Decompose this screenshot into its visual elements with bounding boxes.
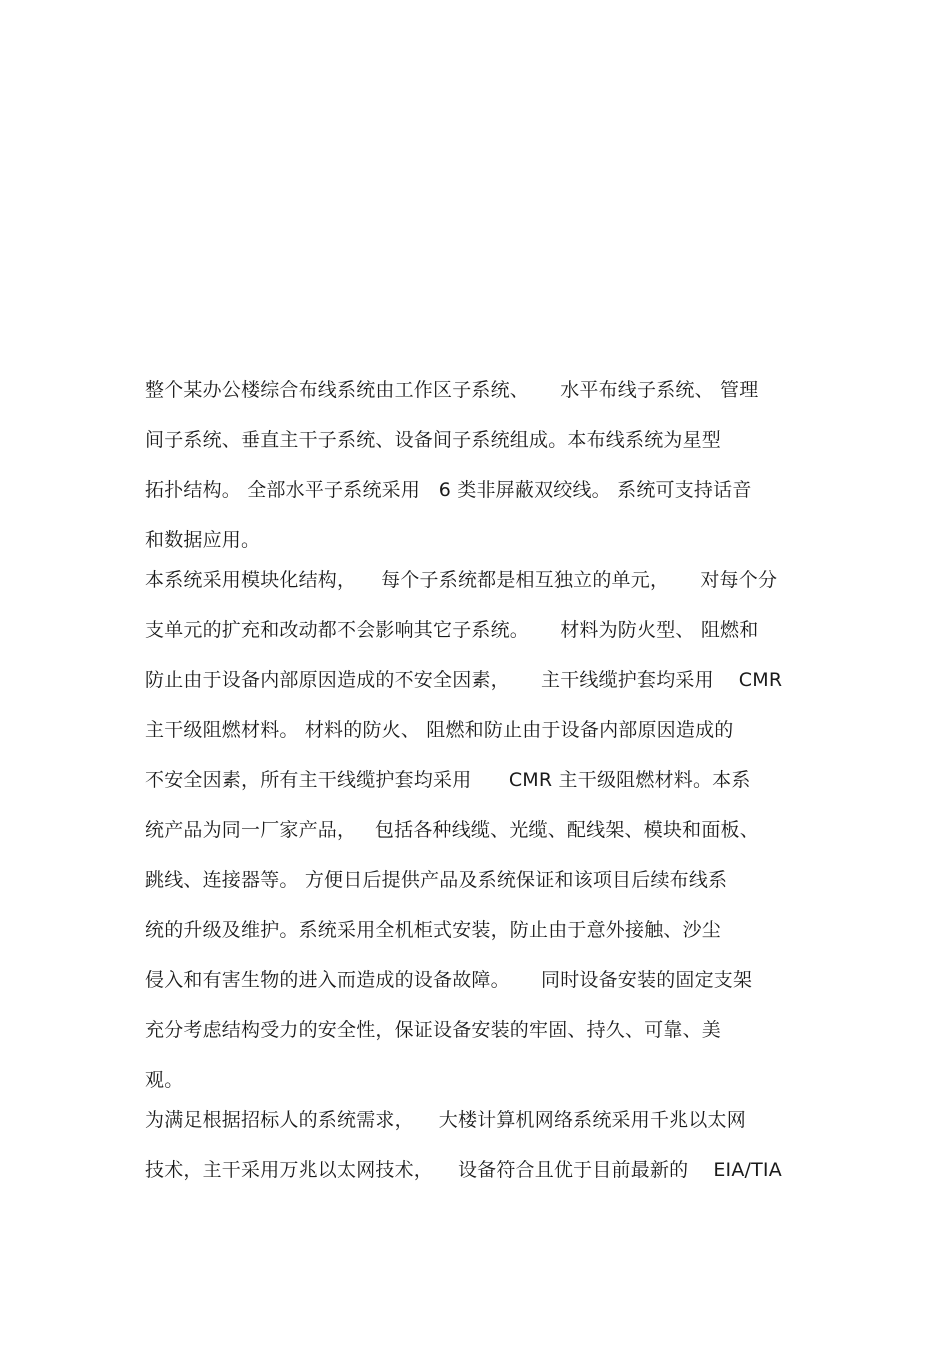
text-line: 拓扑结构。 全部水平子系统采用 6 类非屏蔽双绞线。 系统可支持话音 [145,479,752,501]
text-line: 观。 [145,1069,184,1091]
text-line: 统产品为同一厂家产品， 包括各种线缆、光缆、配线架、模块和面板、 [145,819,759,841]
text-line: 为满足根据招标人的系统需求， 大楼计算机网络系统采用千兆以太网 [145,1109,746,1131]
text-line: 充分考虑结构受力的安全性，保证设备安装的牢固、持久、可靠、美 [145,1019,722,1041]
text-line: 支单元的扩充和改动都不会影响其它子系统。 材料为防火型、 阻燃和 [145,619,759,641]
text-line: 本系统采用模块化结构， 每个子系统都是相互独立的单元， 对每个分 [145,569,778,591]
text-line: 整个某办公楼综合布线系统由工作区子系统、 水平布线子系统、 管理 [145,379,759,401]
text-line: 防止由于设备内部原因造成的不安全因素， 主干线缆护套均采用 CMR [145,669,783,691]
text-line: 跳线、连接器等。 方便日后提供产品及系统保证和该项目后续布线系 [145,869,728,891]
text-line: 侵入和有害生物的进入而造成的设备故障。 同时设备安装的固定支架 [145,969,753,991]
body-text [145,372,825,1202]
text-line: 不安全因素，所有主干线缆护套均采用 CMR 主干级阻燃材料。本系 [145,769,751,791]
text-line: 技术，主干采用万兆以太网技术， 设备符合且优于目前最新的 EIA/TIA [145,1159,782,1181]
text-line: 主干级阻燃材料。 材料的防火、 阻燃和防止由于设备内部原因造成的 [145,719,734,741]
text-line: 和数据应用。 [145,529,261,551]
text-line: 间子系统、垂直主干子系统、设备间子系统组成。本布线系统为星型 [145,429,722,451]
text-line: 统的升级及维护。系统采用全机柜式安装，防止由于意外接触、沙尘 [145,919,722,941]
